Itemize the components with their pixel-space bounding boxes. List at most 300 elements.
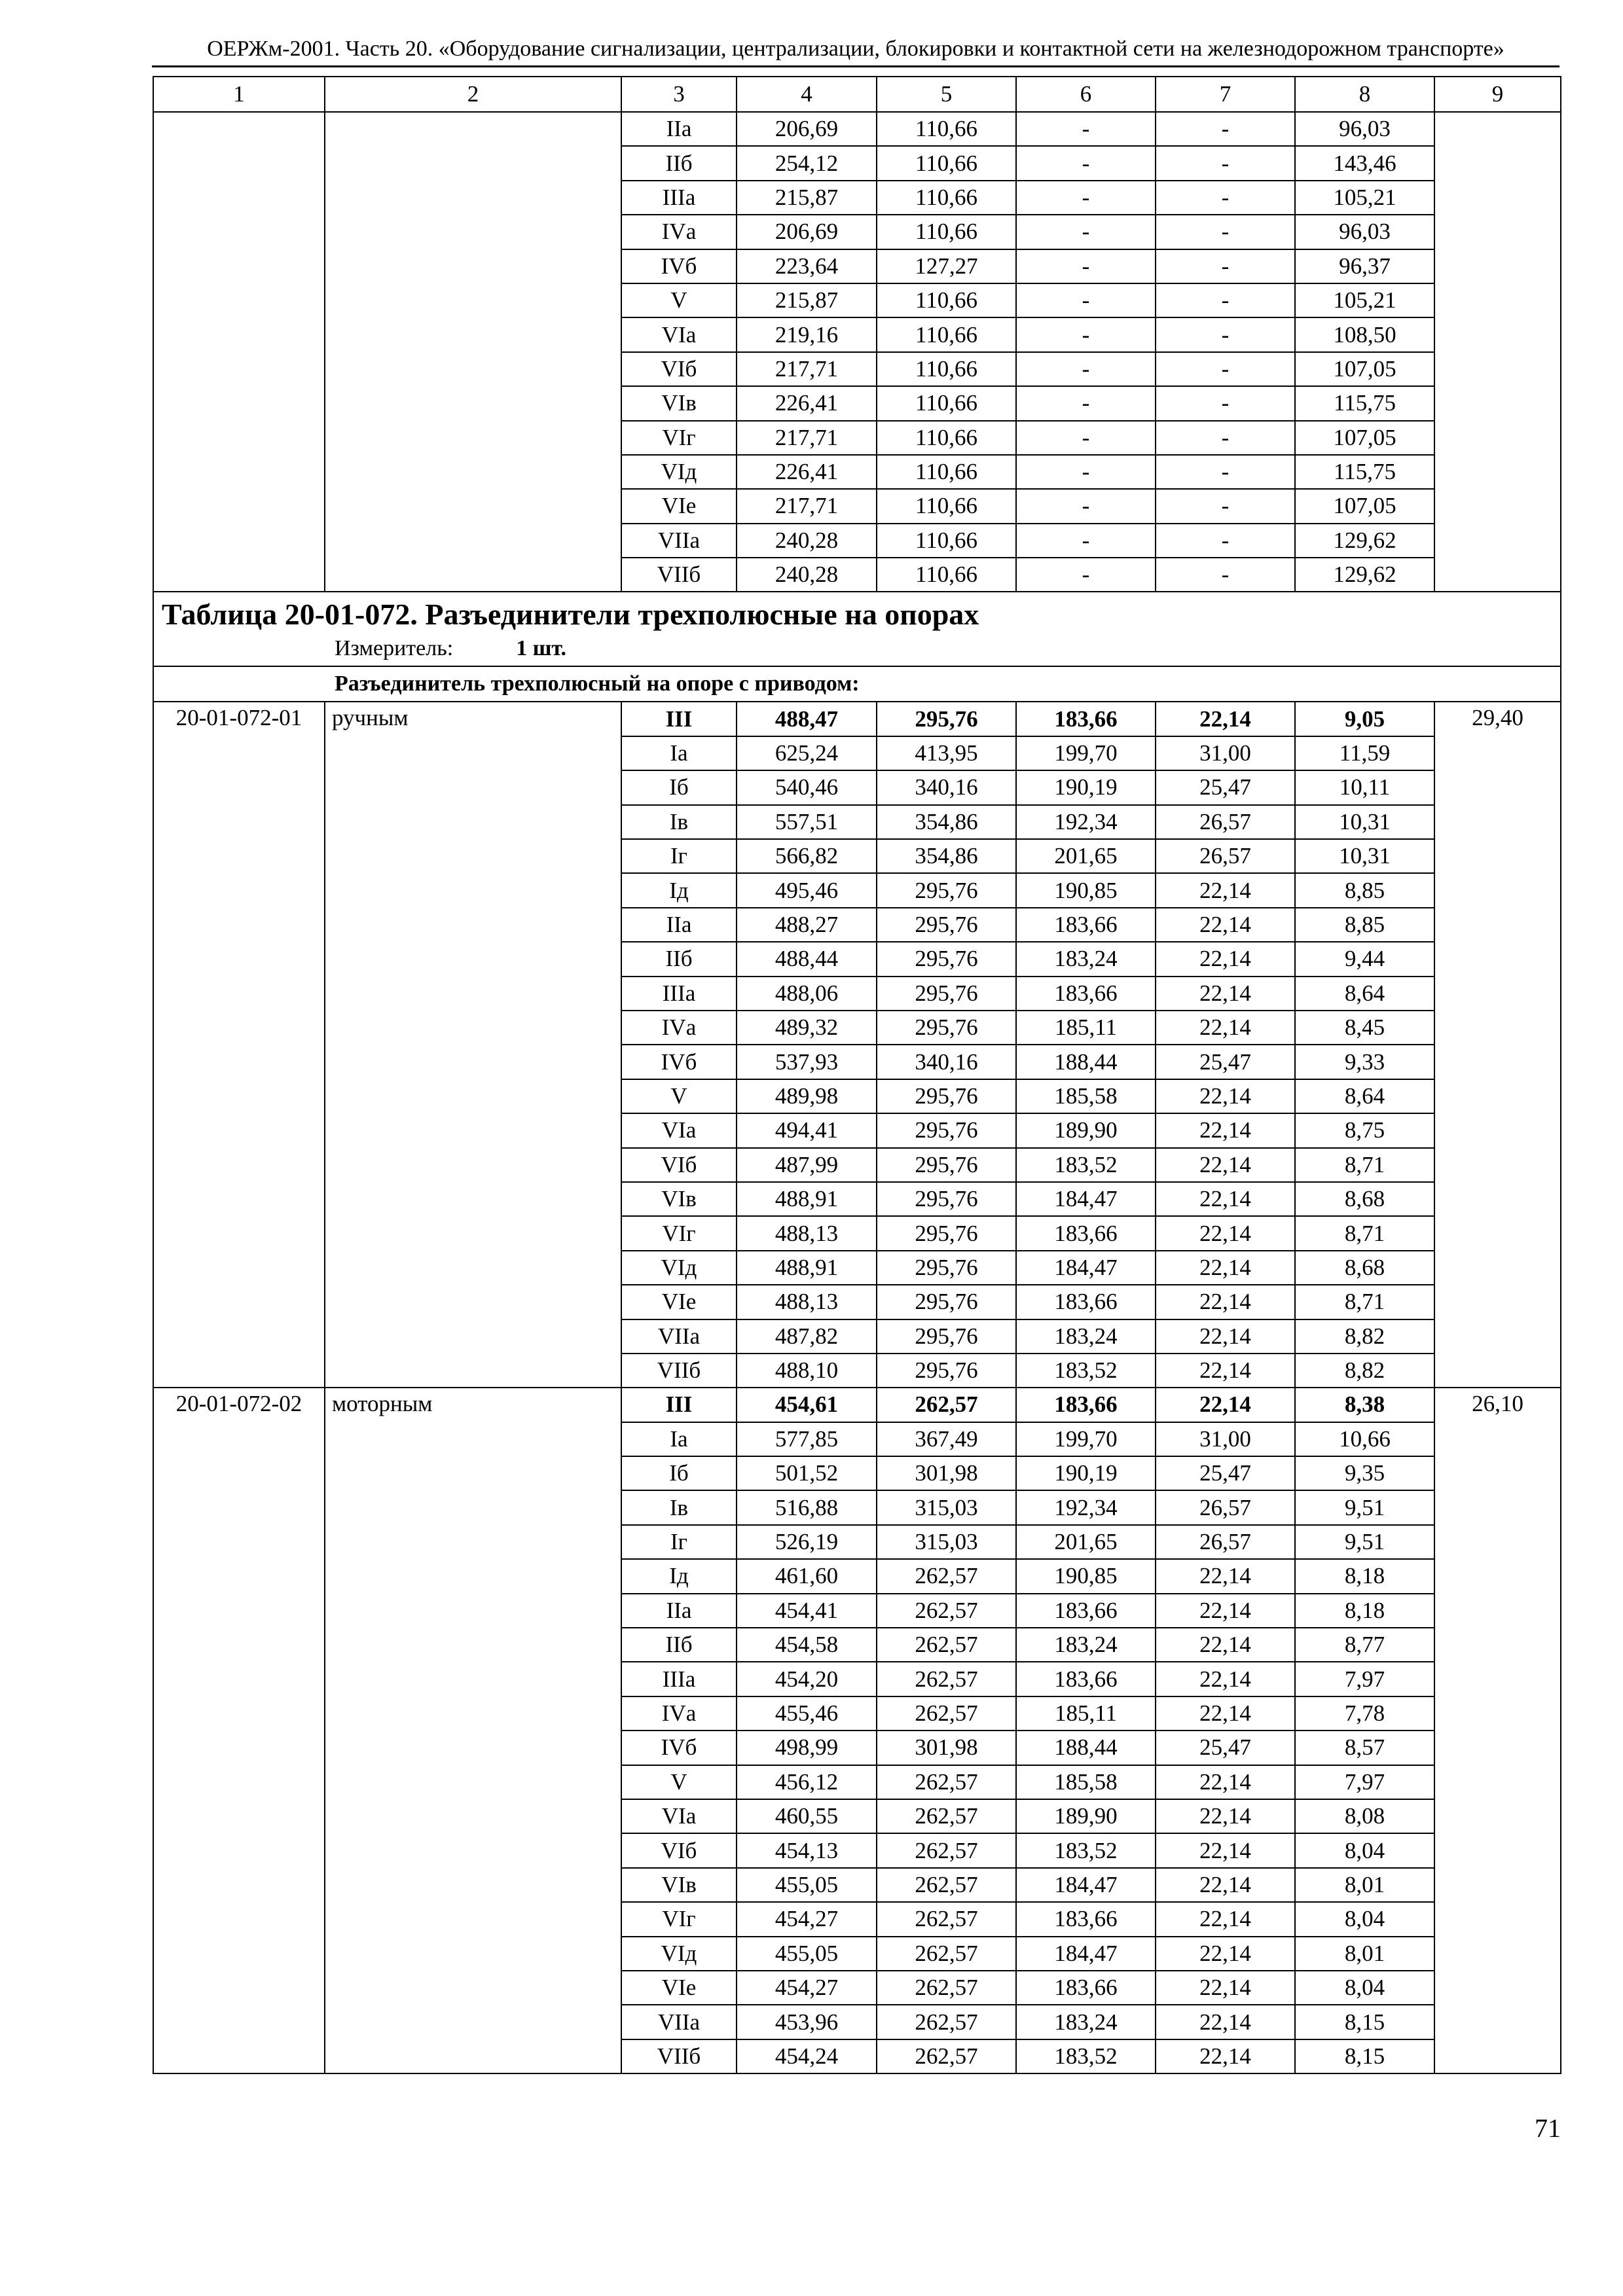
table-row bbox=[153, 702, 1561, 736]
price-cell bbox=[1434, 249, 1561, 283]
table-row bbox=[153, 1937, 1561, 1971]
rate-code bbox=[153, 1045, 325, 1079]
value-cell: 96,37 bbox=[1295, 249, 1434, 283]
table-row bbox=[153, 1285, 1561, 1319]
table-row bbox=[153, 1216, 1561, 1250]
value-cell: 8,75 bbox=[1295, 1113, 1434, 1147]
zone-cell: VIа bbox=[621, 317, 737, 351]
rate-name bbox=[325, 736, 621, 770]
price-cell bbox=[1434, 1319, 1561, 1354]
empty-cell bbox=[153, 558, 325, 592]
price-cell bbox=[1434, 1148, 1561, 1182]
value-cell: 8,71 bbox=[1295, 1285, 1434, 1319]
value-cell: 262,57 bbox=[877, 1937, 1016, 1971]
value-cell: 190,85 bbox=[1016, 873, 1156, 907]
empty-cell bbox=[325, 352, 621, 386]
value-cell: 454,58 bbox=[737, 1628, 877, 1662]
rate-code bbox=[153, 1456, 325, 1490]
table-row bbox=[153, 1799, 1561, 1833]
rate-code bbox=[153, 1011, 325, 1045]
value-cell: 22,14 bbox=[1156, 1285, 1295, 1319]
rate-code bbox=[153, 1285, 325, 1319]
zone-cell: IVб bbox=[621, 1045, 737, 1079]
value-cell: 295,76 bbox=[877, 1182, 1016, 1216]
value-cell: 22,14 bbox=[1156, 1251, 1295, 1285]
value-cell: 488,91 bbox=[737, 1182, 877, 1216]
value-cell: 22,14 bbox=[1156, 1594, 1295, 1628]
empty-cell bbox=[153, 181, 325, 215]
zone-cell: VIг bbox=[621, 1902, 737, 1936]
value-cell: 295,76 bbox=[877, 1079, 1016, 1113]
value-cell: 453,96 bbox=[737, 2005, 877, 2039]
column-number: 4 bbox=[737, 77, 877, 112]
price-cell bbox=[1434, 317, 1561, 351]
rate-name bbox=[325, 1011, 621, 1045]
price-cell bbox=[1434, 1285, 1561, 1319]
rate-name bbox=[325, 1696, 621, 1731]
value-cell: 501,52 bbox=[737, 1456, 877, 1490]
zone-cell: VIг bbox=[621, 1216, 737, 1250]
price-cell bbox=[1434, 489, 1561, 523]
value-cell: 540,46 bbox=[737, 770, 877, 804]
value-cell: - bbox=[1016, 112, 1156, 146]
value-cell: 301,98 bbox=[877, 1456, 1016, 1490]
value-cell: 127,27 bbox=[877, 249, 1016, 283]
value-cell: 183,24 bbox=[1016, 1319, 1156, 1354]
rate-code bbox=[153, 1319, 325, 1354]
price-cell bbox=[1434, 1662, 1561, 1696]
rate-code bbox=[153, 1525, 325, 1559]
rate-name bbox=[325, 839, 621, 873]
value-cell: 262,57 bbox=[877, 1696, 1016, 1731]
value-cell: 8,85 bbox=[1295, 908, 1434, 942]
empty-cell bbox=[325, 558, 621, 592]
table-row bbox=[153, 386, 1561, 420]
rate-code bbox=[153, 1799, 325, 1833]
rate-code bbox=[153, 1113, 325, 1147]
value-cell: 26,57 bbox=[1156, 1490, 1295, 1524]
zone-cell: Iд bbox=[621, 1559, 737, 1593]
zone-cell: IIб bbox=[621, 1628, 737, 1662]
rate-name bbox=[325, 1045, 621, 1079]
rate-name: моторным bbox=[325, 1388, 621, 1422]
value-cell: 31,00 bbox=[1156, 1422, 1295, 1456]
value-cell: - bbox=[1016, 317, 1156, 351]
value-cell: 354,86 bbox=[877, 805, 1016, 839]
table-row bbox=[153, 249, 1561, 283]
zone-cell: V bbox=[621, 1765, 737, 1799]
value-cell: 188,44 bbox=[1016, 1045, 1156, 1079]
value-cell: 189,90 bbox=[1016, 1799, 1156, 1833]
empty-cell bbox=[153, 215, 325, 249]
zone-cell: V bbox=[621, 1079, 737, 1113]
value-cell: 461,60 bbox=[737, 1559, 877, 1593]
empty-cell bbox=[325, 489, 621, 523]
table-row bbox=[153, 908, 1561, 942]
zone-cell: VIIа bbox=[621, 524, 737, 558]
price-cell bbox=[1434, 1765, 1561, 1799]
zone-cell: IVа bbox=[621, 1696, 737, 1731]
table-row bbox=[153, 805, 1561, 839]
value-cell: 262,57 bbox=[877, 1971, 1016, 2005]
value-cell: 8,45 bbox=[1295, 1011, 1434, 1045]
zone-cell: VIIб bbox=[621, 558, 737, 592]
zone-cell: IIб bbox=[621, 146, 737, 180]
value-cell: 199,70 bbox=[1016, 736, 1156, 770]
value-cell: 110,66 bbox=[877, 146, 1016, 180]
value-cell: 22,14 bbox=[1156, 1216, 1295, 1250]
rate-name bbox=[325, 1765, 621, 1799]
price-cell bbox=[1434, 977, 1561, 1011]
value-cell: 301,98 bbox=[877, 1731, 1016, 1765]
value-cell: 115,75 bbox=[1295, 386, 1434, 420]
value-cell: 8,01 bbox=[1295, 1868, 1434, 1902]
rate-code bbox=[153, 2005, 325, 2039]
empty-cell bbox=[153, 146, 325, 180]
table-row bbox=[153, 1011, 1561, 1045]
value-cell: 625,24 bbox=[737, 736, 877, 770]
value-cell: 8,85 bbox=[1295, 873, 1434, 907]
value-cell: 183,66 bbox=[1016, 977, 1156, 1011]
zone-cell: VIе bbox=[621, 1285, 737, 1319]
price-cell bbox=[1434, 283, 1561, 317]
measure-unit: 1 шт. bbox=[516, 636, 567, 661]
value-cell: 25,47 bbox=[1156, 1731, 1295, 1765]
table-row bbox=[153, 1868, 1561, 1902]
zone-cell: IIа bbox=[621, 112, 737, 146]
price-cell bbox=[1434, 2005, 1561, 2039]
value-cell: - bbox=[1156, 146, 1295, 180]
value-cell: 262,57 bbox=[877, 1833, 1016, 1867]
zone-cell: IIIа bbox=[621, 1662, 737, 1696]
rate-name bbox=[325, 1490, 621, 1524]
price-cell bbox=[1434, 942, 1561, 976]
value-cell: 183,66 bbox=[1016, 1285, 1156, 1319]
price-cell bbox=[1434, 805, 1561, 839]
price-cell bbox=[1434, 1079, 1561, 1113]
value-cell: 96,03 bbox=[1295, 112, 1434, 146]
value-cell: 262,57 bbox=[877, 1628, 1016, 1662]
zone-cell: Iб bbox=[621, 770, 737, 804]
zone-cell: VIIа bbox=[621, 1319, 737, 1354]
value-cell: 8,64 bbox=[1295, 1079, 1434, 1113]
price-cell bbox=[1434, 1490, 1561, 1524]
value-cell: - bbox=[1016, 524, 1156, 558]
value-cell: 129,62 bbox=[1295, 524, 1434, 558]
table-row bbox=[153, 1833, 1561, 1867]
value-cell: 8,08 bbox=[1295, 1799, 1434, 1833]
value-cell: 8,64 bbox=[1295, 977, 1434, 1011]
value-cell: 22,14 bbox=[1156, 1765, 1295, 1799]
value-cell: 8,01 bbox=[1295, 1937, 1434, 1971]
value-cell: 454,27 bbox=[737, 1971, 877, 2005]
rate-name bbox=[325, 977, 621, 1011]
zone-cell: VIв bbox=[621, 1182, 737, 1216]
value-cell: 185,58 bbox=[1016, 1079, 1156, 1113]
empty-cell bbox=[153, 283, 325, 317]
value-cell: 22,14 bbox=[1156, 1868, 1295, 1902]
price-cell bbox=[1434, 1696, 1561, 1731]
price-cell bbox=[1434, 1354, 1561, 1388]
value-cell: 143,46 bbox=[1295, 146, 1434, 180]
rate-code bbox=[153, 1216, 325, 1250]
rate-name bbox=[325, 1422, 621, 1456]
value-cell: 295,76 bbox=[877, 977, 1016, 1011]
zone-cell: VIIб bbox=[621, 2039, 737, 2073]
value-cell: 8,04 bbox=[1295, 1971, 1434, 2005]
value-cell: 183,52 bbox=[1016, 1354, 1156, 1388]
table-row bbox=[153, 1525, 1561, 1559]
value-cell: 413,95 bbox=[877, 736, 1016, 770]
value-cell: 192,34 bbox=[1016, 805, 1156, 839]
table-row bbox=[153, 215, 1561, 249]
value-cell: 184,47 bbox=[1016, 1868, 1156, 1902]
rate-name bbox=[325, 1216, 621, 1250]
value-cell: 26,57 bbox=[1156, 839, 1295, 873]
table-row bbox=[153, 524, 1561, 558]
value-cell: 7,97 bbox=[1295, 1662, 1434, 1696]
value-cell: - bbox=[1156, 181, 1295, 215]
value-cell: 110,66 bbox=[877, 215, 1016, 249]
value-cell: 201,65 bbox=[1016, 839, 1156, 873]
rate-code bbox=[153, 2039, 325, 2073]
rate-name bbox=[325, 1525, 621, 1559]
empty-cell bbox=[153, 112, 325, 146]
price-cell bbox=[1434, 215, 1561, 249]
value-cell: - bbox=[1016, 455, 1156, 489]
value-cell: 8,38 bbox=[1295, 1388, 1434, 1422]
rate-code bbox=[153, 736, 325, 770]
value-cell: 22,14 bbox=[1156, 1799, 1295, 1833]
table-title-cell bbox=[153, 592, 1561, 666]
value-cell: 7,97 bbox=[1295, 1765, 1434, 1799]
value-cell: - bbox=[1156, 386, 1295, 420]
empty-cell bbox=[325, 317, 621, 351]
price-cell bbox=[1434, 770, 1561, 804]
price-cell bbox=[1434, 1971, 1561, 2005]
value-cell: 10,31 bbox=[1295, 805, 1434, 839]
empty-cell bbox=[153, 386, 325, 420]
value-cell: 455,05 bbox=[737, 1937, 877, 1971]
rate-code bbox=[153, 1490, 325, 1524]
price-cell: 29,40 bbox=[1434, 702, 1561, 736]
value-cell: 9,35 bbox=[1295, 1456, 1434, 1490]
rate-name bbox=[325, 770, 621, 804]
price-cell bbox=[1434, 1251, 1561, 1285]
value-cell: 22,14 bbox=[1156, 1319, 1295, 1354]
rate-code bbox=[153, 908, 325, 942]
zone-cell: IIа bbox=[621, 1594, 737, 1628]
rate-name bbox=[325, 1833, 621, 1867]
empty-cell bbox=[153, 489, 325, 523]
value-cell: 455,05 bbox=[737, 1868, 877, 1902]
column-number: 5 bbox=[877, 77, 1016, 112]
zone-cell: VIв bbox=[621, 386, 737, 420]
rate-name bbox=[325, 942, 621, 976]
value-cell: 22,14 bbox=[1156, 1662, 1295, 1696]
value-cell: 240,28 bbox=[737, 558, 877, 592]
value-cell: 110,66 bbox=[877, 524, 1016, 558]
value-cell: 107,05 bbox=[1295, 489, 1434, 523]
table-title-row bbox=[153, 592, 1561, 666]
table-row bbox=[153, 1902, 1561, 1936]
price-cell bbox=[1434, 181, 1561, 215]
page-number: 71 bbox=[1535, 2113, 1561, 2143]
price-cell bbox=[1434, 1731, 1561, 1765]
rate-name bbox=[325, 1594, 621, 1628]
rate-code bbox=[153, 1182, 325, 1216]
price-cell bbox=[1434, 1559, 1561, 1593]
value-cell: 22,14 bbox=[1156, 1559, 1295, 1593]
value-cell: 206,69 bbox=[737, 215, 877, 249]
rate-name: ручным bbox=[325, 702, 621, 736]
value-cell: 190,19 bbox=[1016, 770, 1156, 804]
value-cell: 489,98 bbox=[737, 1079, 877, 1113]
value-cell: 8,15 bbox=[1295, 2005, 1434, 2039]
zone-cell: VIд bbox=[621, 1251, 737, 1285]
value-cell: 190,19 bbox=[1016, 1456, 1156, 1490]
empty-cell bbox=[325, 249, 621, 283]
value-cell: 183,24 bbox=[1016, 2005, 1156, 2039]
value-cell: 129,62 bbox=[1295, 558, 1434, 592]
value-cell: 183,66 bbox=[1016, 1971, 1156, 2005]
value-cell: 262,57 bbox=[877, 1559, 1016, 1593]
zone-cell: Iб bbox=[621, 1456, 737, 1490]
value-cell: 192,34 bbox=[1016, 1490, 1156, 1524]
empty-cell bbox=[325, 524, 621, 558]
value-cell: - bbox=[1156, 352, 1295, 386]
rate-name bbox=[325, 1182, 621, 1216]
rate-code bbox=[153, 1902, 325, 1936]
value-cell: 8,18 bbox=[1295, 1559, 1434, 1593]
table-row bbox=[153, 146, 1561, 180]
rate-code bbox=[153, 770, 325, 804]
value-cell: 9,05 bbox=[1295, 702, 1434, 736]
price-cell bbox=[1434, 1525, 1561, 1559]
value-cell: - bbox=[1016, 386, 1156, 420]
value-cell: - bbox=[1156, 317, 1295, 351]
value-cell: 184,47 bbox=[1016, 1251, 1156, 1285]
value-cell: 190,85 bbox=[1016, 1559, 1156, 1593]
value-cell: 199,70 bbox=[1016, 1422, 1156, 1456]
value-cell: 315,03 bbox=[877, 1490, 1016, 1524]
value-cell: 189,90 bbox=[1016, 1113, 1156, 1147]
value-cell: 8,68 bbox=[1295, 1182, 1434, 1216]
rate-name bbox=[325, 1628, 621, 1662]
value-cell: 183,66 bbox=[1016, 1388, 1156, 1422]
column-number: 2 bbox=[325, 77, 621, 112]
value-cell: 96,03 bbox=[1295, 215, 1434, 249]
table-row bbox=[153, 1594, 1561, 1628]
value-cell: 206,69 bbox=[737, 112, 877, 146]
zone-cell: IVа bbox=[621, 1011, 737, 1045]
value-cell: 456,12 bbox=[737, 1765, 877, 1799]
value-cell: 488,06 bbox=[737, 977, 877, 1011]
zone-cell: VIв bbox=[621, 1868, 737, 1902]
table-row bbox=[153, 1319, 1561, 1354]
value-cell: 240,28 bbox=[737, 524, 877, 558]
empty-cell bbox=[325, 283, 621, 317]
value-cell: 22,14 bbox=[1156, 1388, 1295, 1422]
value-cell: 183,52 bbox=[1016, 1833, 1156, 1867]
value-cell: 454,20 bbox=[737, 1662, 877, 1696]
table-row bbox=[153, 2005, 1561, 2039]
rate-code bbox=[153, 1868, 325, 1902]
value-cell: 25,47 bbox=[1156, 770, 1295, 804]
rate-name bbox=[325, 2005, 621, 2039]
table-row bbox=[153, 1696, 1561, 1731]
price-cell: 26,10 bbox=[1434, 1388, 1561, 1422]
value-cell: 295,76 bbox=[877, 1251, 1016, 1285]
value-cell: 295,76 bbox=[877, 1113, 1016, 1147]
price-cell bbox=[1434, 1902, 1561, 1936]
value-cell: 7,78 bbox=[1295, 1696, 1434, 1731]
value-cell: 25,47 bbox=[1156, 1456, 1295, 1490]
empty-cell bbox=[153, 524, 325, 558]
value-cell: 566,82 bbox=[737, 839, 877, 873]
rate-name bbox=[325, 908, 621, 942]
table-row bbox=[153, 1662, 1561, 1696]
rate-code bbox=[153, 1971, 325, 2005]
table-row bbox=[153, 1559, 1561, 1593]
price-cell bbox=[1434, 558, 1561, 592]
value-cell: 487,82 bbox=[737, 1319, 877, 1354]
value-cell: 488,10 bbox=[737, 1354, 877, 1388]
value-cell: 315,03 bbox=[877, 1525, 1016, 1559]
value-cell: 217,71 bbox=[737, 489, 877, 523]
price-cell bbox=[1434, 1937, 1561, 1971]
rate-name bbox=[325, 1285, 621, 1319]
value-cell: 8,04 bbox=[1295, 1833, 1434, 1867]
zone-cell: Iа bbox=[621, 736, 737, 770]
zone-cell: IIа bbox=[621, 908, 737, 942]
empty-cell bbox=[325, 386, 621, 420]
value-cell: 22,14 bbox=[1156, 2005, 1295, 2039]
value-cell: 9,51 bbox=[1295, 1525, 1434, 1559]
value-cell: 22,14 bbox=[1156, 1833, 1295, 1867]
rate-code: 20-01-072-02 bbox=[153, 1388, 325, 1422]
value-cell: 295,76 bbox=[877, 1354, 1016, 1388]
rate-code bbox=[153, 1696, 325, 1731]
rate-name bbox=[325, 805, 621, 839]
value-cell: 295,76 bbox=[877, 908, 1016, 942]
price-cell bbox=[1434, 2039, 1561, 2073]
value-cell: 22,14 bbox=[1156, 1902, 1295, 1936]
value-cell: 10,31 bbox=[1295, 839, 1434, 873]
value-cell: 516,88 bbox=[737, 1490, 877, 1524]
table-row bbox=[153, 1765, 1561, 1799]
value-cell: 105,21 bbox=[1295, 283, 1434, 317]
rate-code bbox=[153, 1594, 325, 1628]
value-cell: 185,58 bbox=[1016, 1765, 1156, 1799]
value-cell: 185,11 bbox=[1016, 1011, 1156, 1045]
value-cell: 31,00 bbox=[1156, 736, 1295, 770]
rate-name bbox=[325, 1319, 621, 1354]
value-cell: 454,27 bbox=[737, 1902, 877, 1936]
value-cell: 217,71 bbox=[737, 352, 877, 386]
table-row bbox=[153, 1422, 1561, 1456]
price-cell bbox=[1434, 1594, 1561, 1628]
value-cell: 226,41 bbox=[737, 386, 877, 420]
price-cell bbox=[1434, 1833, 1561, 1867]
empty-cell bbox=[153, 421, 325, 455]
table-title: Таблица 20-01-072. Разъединители трехполюсные на опорах bbox=[162, 598, 979, 632]
value-cell: 295,76 bbox=[877, 1011, 1016, 1045]
value-cell: 495,46 bbox=[737, 873, 877, 907]
value-cell: 22,14 bbox=[1156, 908, 1295, 942]
value-cell: 105,21 bbox=[1295, 181, 1434, 215]
zone-cell: Iа bbox=[621, 1422, 737, 1456]
